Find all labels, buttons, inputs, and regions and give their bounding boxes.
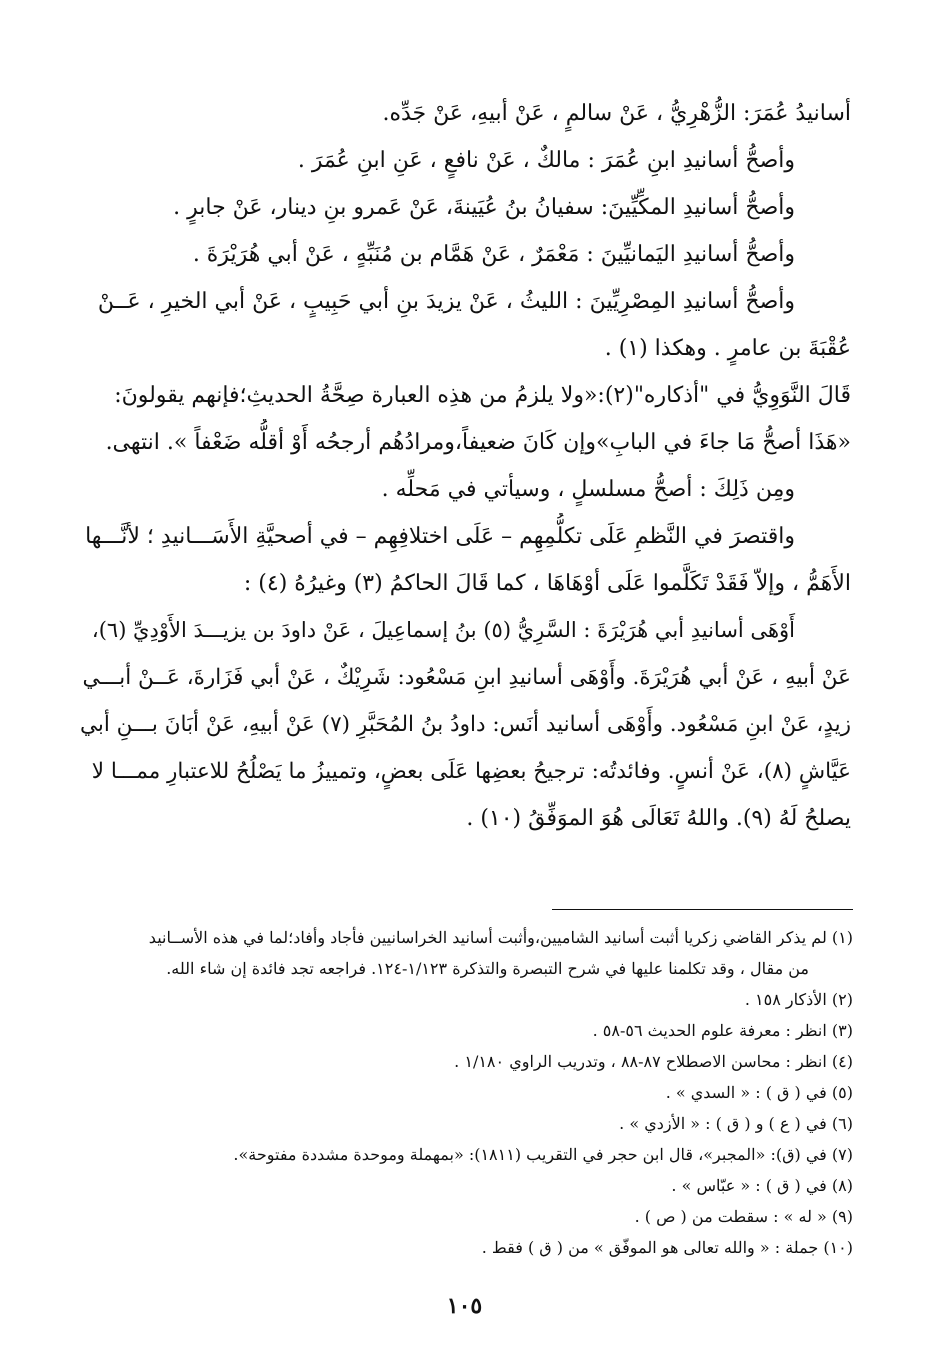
footnote-5: (٥) في ( ق ) : « السدي » . xyxy=(665,1083,853,1102)
body-line-2: وأصحُّ أسانيدِ ابنِ عُمَرَ : مالكٌ ، عَنْ نافعٍ ، عَنِ ابنِ عُمَرَ . xyxy=(297,148,795,173)
footnote-7: (٧) في (ق): «المجبر»، قال ابن حجر في التقريب (١٨١١): «بمهملة وموحدة مشددة مفتوحة». xyxy=(233,1145,853,1164)
footnote-4: (٤) انظر : محاسن الاصطلاح ٨٧-٨٨ ، وتدريب الراوي ١/١٨٠ . xyxy=(454,1052,853,1071)
body-line-5: وأصحُّ أسانيدِ المِصْرِيِّينَ : الليثُ ، عَنْ يزيدَ بنِ أبي حَبِيبٍ ، عَنْ أبي الخيرِ ، عَــنْ xyxy=(97,289,795,314)
main-text xyxy=(78,90,851,842)
body-line-11: الأَهَمُّ ، وإلاّ فَقَدْ تَكَلَّموا عَلَى أوْهَاهَا ، كما قَالَ الحاكمُ (٣) وغيرُهُ (٤) : xyxy=(243,571,851,596)
footnotes xyxy=(78,922,853,1263)
body-line-10: واقتصرَ في النَّظمِ عَلَى تكلُّمِهِم – عَلَى اختلافِهِم – في أصحيَّةِ الأَسَـــانيدِ ؛ لأنَّـــها xyxy=(85,524,795,549)
footnote-9: (٩) « له » : سقطت من ( ص ) . xyxy=(634,1207,853,1226)
body-line-4: وأصحُّ أسانيدِ اليَمانيِّينَ : مَعْمَرٌ ، عَنْ هَمَّام بن مُنَبِّهٍ ، عَنْ أبي هُرَيْرَةَ . xyxy=(192,242,795,267)
footnote-1: (١) لم يذكر القاضي زكريا أثبت أسانيد الشاميين،وأثبت أسانيد الخراسانيين فأجاد وأفاد؛لما في هذه الأســانيد xyxy=(148,928,853,947)
body-line-12: أَوْهَى أسانيدِ أبي هُرَيْرَةَ : السَّرِيُّ (٥) بنُ إسماعِيلَ ، عَنْ داودَ بن يزيـــدَ الأَوْدِيِّ (٦)، xyxy=(91,618,795,642)
body-line-15: عَيَّاشٍ (٨)، عَنْ أنسٍ. وفائدتُه: ترجيحُ بعضِها عَلَى بعضٍ، وتمييزُ ما يَصْلُحُ للاعتبارِ ممـــا لا xyxy=(91,759,851,784)
footnote-3: (٣) انظر : معرفة علوم الحديث ٥٦-٥٨ . xyxy=(592,1021,853,1040)
body-line-8: «هَذَا أصحُّ مَا جاءَ في البابِ»وإن كَانَ ضعيفاً،ومرادُهُم أرجحُه أَوْ أقلُّه ضَعْفاً ». انتهى. xyxy=(105,430,851,455)
body-line-14: زيدٍ، عَنْ ابنِ مَسْعُود. وأَوْهَى أسانيد أنَس: داودُ بنُ المُحَبَّرِ (٧) عَنْ أبيهِ، عَنْ أبَانَ بـــنِ أبي xyxy=(79,712,851,737)
footnote-1-continued: من مقال ، وقد تكلمنا عليها في شرح التبصرة والتذكرة ١/١٢٣-١٢٤. فراجعه تجد فائدة إن شاء الله. xyxy=(166,959,809,978)
body-line-13: عَنْ أبيهِ ، عَنْ أبي هُرَيْرَةَ. وأَوْهَى أسانيدِ ابنِ مَسْعُود: شَرِيْكٌ ، عَنْ أبي فَزَارةَ، عَــنْ أبـــي xyxy=(82,665,851,690)
footnote-separator xyxy=(552,909,853,910)
body-line-3: وأصحُّ أسانيدِ المكِّيِّينَ: سفيانُ بنُ عُيَينةَ، عَنْ عَمرو بنِ دينار، عَنْ جابرٍ . xyxy=(173,195,795,220)
footnote-2: (٢) الأذكار ١٥٨ . xyxy=(744,990,853,1009)
page-number: ١٠٥ xyxy=(446,1293,483,1319)
body-line-1: أسانيدُ عُمَرَ: الزُّهْرِيُّ ، عَنْ سالمٍ ، عَنْ أبيهِ، عَنْ جَدِّه. xyxy=(382,101,851,126)
footnote-6: (٦) في ( ع ) و ( ق ) : « الأزدي » . xyxy=(619,1114,853,1133)
body-line-7: قَالَ النَّوَوِيُّ في "أذكاره"(٢):«ولا يلزمُ من هذِه العبارة صِحَّةُ الحديثِ؛فإنهم يقولونَ: xyxy=(114,383,851,408)
footnote-10: (١٠) جملة : « والله تعالى هو الموفّق » من ( ق ) فقط . xyxy=(481,1238,853,1257)
body-line-9: ومِن ذَلِكَ : أصحُّ مسلسلٍ ، وسيأتي في مَحلِّه . xyxy=(381,477,795,502)
body-line-16: يصلحُ لَهُ (٩). واللهُ تَعَالَى هُوَ الموَفِّقُ (١٠) . xyxy=(466,806,851,831)
body-line-6: عُقْبَةَ بن عامرٍ . وهكذا (١) . xyxy=(604,336,851,361)
footnote-8: (٨) في ( ق ) : « عبّاس » . xyxy=(671,1176,853,1195)
